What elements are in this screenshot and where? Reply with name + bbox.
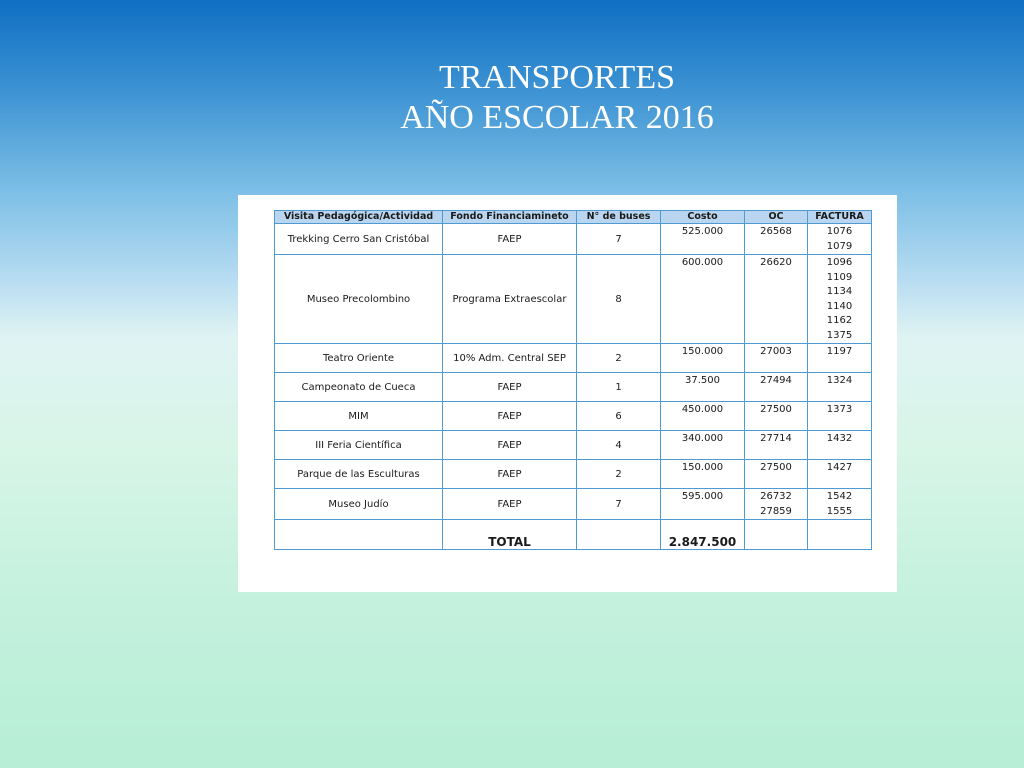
cell-factura: 1076 1079 [808,224,872,255]
header-cell: N° de buses [577,211,661,224]
header-cell: OC [745,211,808,224]
transport-table [274,210,872,550]
cell-costo: 37.500 [661,373,745,402]
cell-actividad: Teatro Oriente [275,344,443,373]
cell-oc: 27714 [745,431,808,460]
cell-factura: 1432 [808,431,872,460]
cell-oc: 27500 [745,460,808,489]
header-cell: FACTURA [808,211,872,224]
cell-factura: 1427 [808,460,872,489]
cell-factura: 1324 [808,373,872,402]
cell-fondo: FAEP [443,431,577,460]
cell-costo: 595.000 [661,489,745,520]
cell-factura: 1542 1555 [808,489,872,520]
empty-cell [275,520,443,550]
cell-oc: 27494 [745,373,808,402]
table-row [275,224,872,255]
cell-oc: 27003 [745,344,808,373]
cell-buses: 6 [577,402,661,431]
table-row [275,460,872,489]
header-cell: Visita Pedagógica/Actividad [275,211,443,224]
cell-buses: 7 [577,489,661,520]
total-label: TOTAL [443,520,577,550]
cell-costo: 525.000 [661,224,745,255]
cell-costo: 340.000 [661,431,745,460]
title-line-2: AÑO ESCOLAR 2016 [400,99,714,136]
table-row [275,431,872,460]
cell-factura: 1197 [808,344,872,373]
cell-costo: 450.000 [661,402,745,431]
cell-fondo: FAEP [443,373,577,402]
cell-factura: 1373 [808,402,872,431]
cell-actividad: Trekking Cerro San Cristóbal [275,224,443,255]
cell-actividad: MIM [275,402,443,431]
cell-fondo: FAEP [443,402,577,431]
table-row [275,402,872,431]
table-row [275,373,872,402]
cell-buses: 1 [577,373,661,402]
cell-oc: 26568 [745,224,808,255]
cell-fondo: FAEP [443,224,577,255]
cell-costo: 600.000 [661,255,745,344]
header-cell: Fondo Financiamineto [443,211,577,224]
cell-fondo: 10% Adm. Central SEP [443,344,577,373]
table-row [275,489,872,520]
cell-actividad: Museo Judío [275,489,443,520]
cell-buses: 4 [577,431,661,460]
cell-actividad: Museo Precolombino [275,255,443,344]
cell-fondo: Programa Extraescolar [443,255,577,344]
slide-title [0,58,1024,138]
cell-actividad: III Feria Científica [275,431,443,460]
cell-buses: 2 [577,460,661,489]
empty-cell [577,520,661,550]
cell-costo: 150.000 [661,344,745,373]
cell-buses: 2 [577,344,661,373]
total-value: 2.847.500 [661,520,745,550]
cell-oc: 26732 27859 [745,489,808,520]
table-row [275,344,872,373]
header-cell: Costo [661,211,745,224]
table-header-row [275,211,872,224]
cell-actividad: Campeonato de Cueca [275,373,443,402]
cell-oc: 26620 [745,255,808,344]
table-total-row [275,520,872,550]
title-line-1: TRANSPORTES [438,59,675,96]
empty-cell [808,520,872,550]
cell-costo: 150.000 [661,460,745,489]
cell-buses: 7 [577,224,661,255]
cell-fondo: FAEP [443,489,577,520]
empty-cell [745,520,808,550]
cell-buses: 8 [577,255,661,344]
scanned-document [238,195,897,592]
cell-fondo: FAEP [443,460,577,489]
cell-factura: 1096 1109 1134 1140 1162 1375 [808,255,872,344]
table-row [275,255,872,344]
cell-actividad: Parque de las Esculturas [275,460,443,489]
cell-oc: 27500 [745,402,808,431]
